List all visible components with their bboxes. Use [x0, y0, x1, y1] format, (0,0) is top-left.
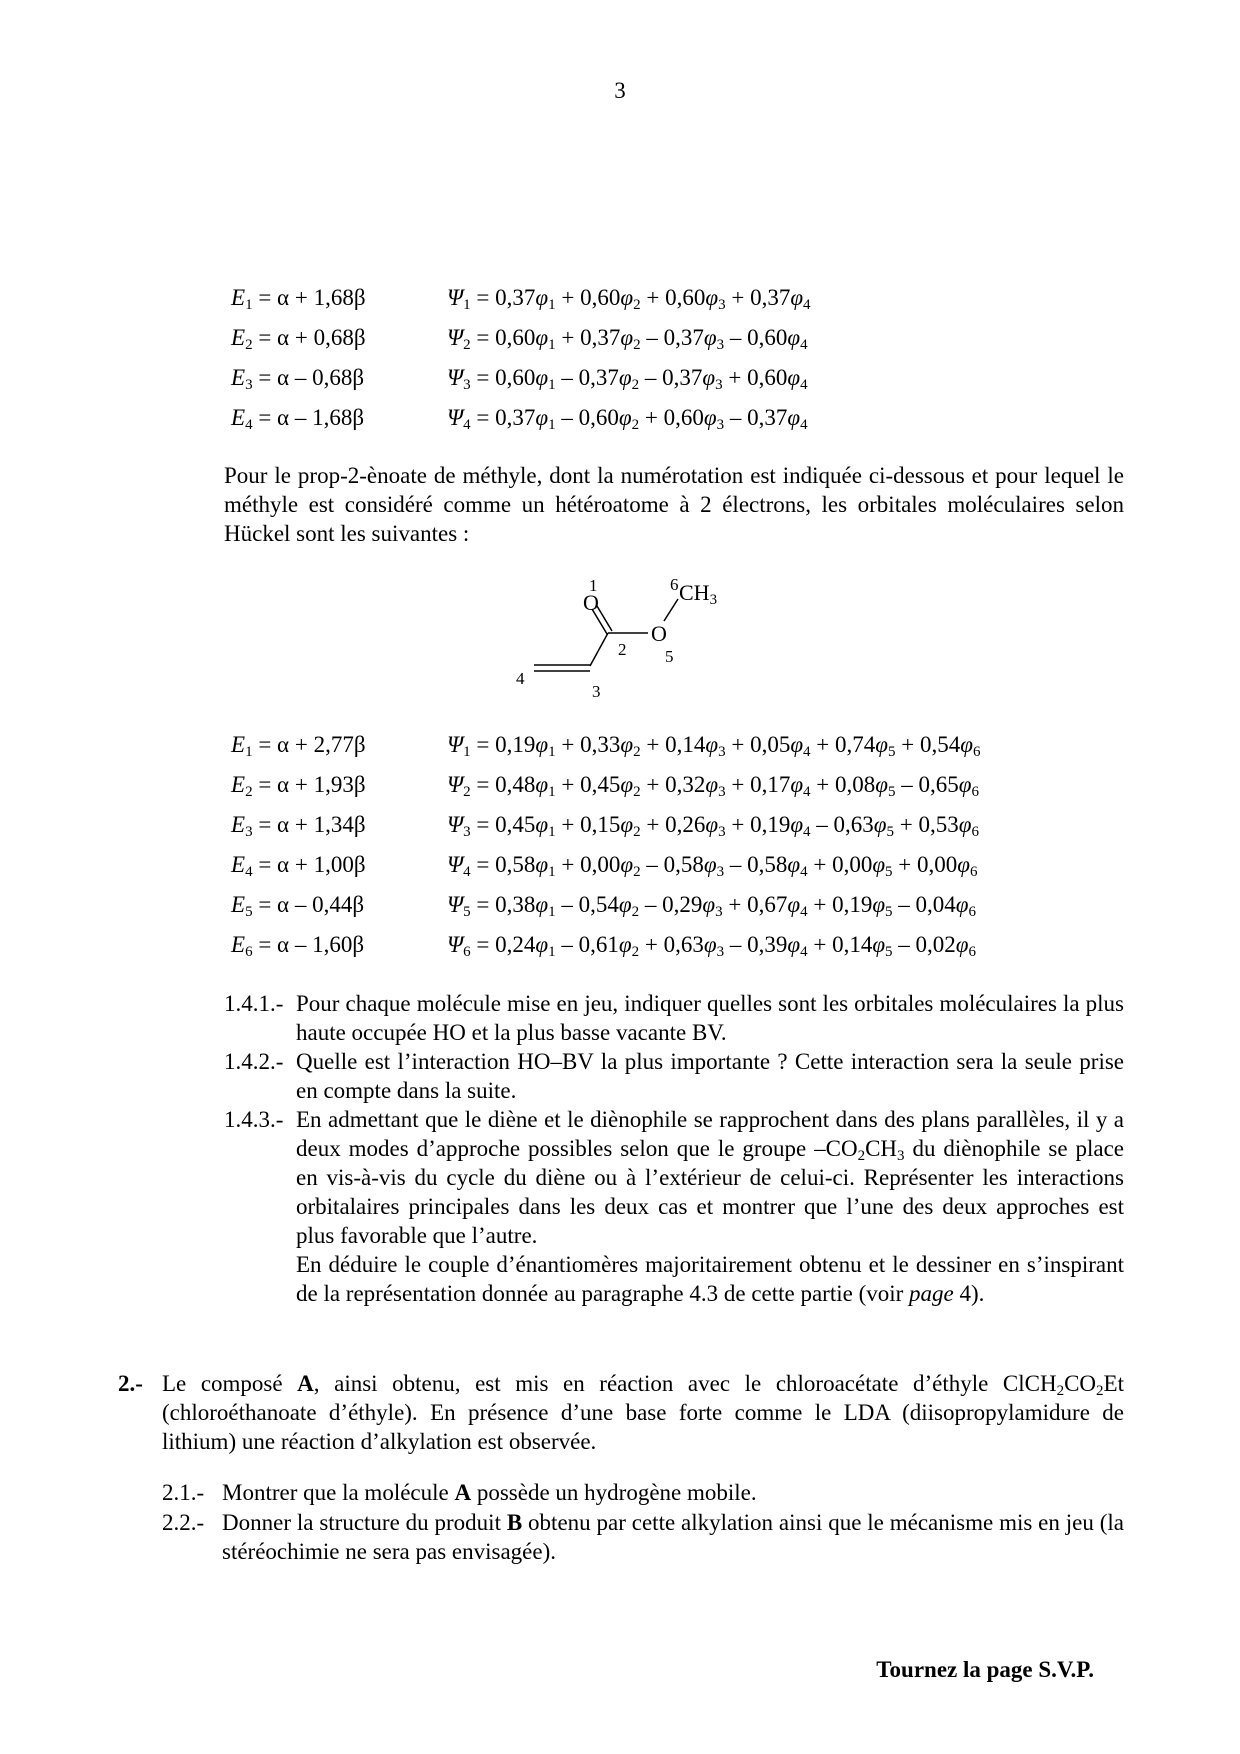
q21-compound-a: A	[454, 1480, 472, 1505]
q21-t1: Montrer que la molécule	[222, 1480, 455, 1505]
energy-expression: $E_1 = \alpha + 2,77\beta$	[231, 732, 366, 760]
question-2-number: 2.-	[118, 1371, 143, 1396]
q143-p1-b: CH	[865, 1136, 898, 1161]
atom-ch3-label: CH	[679, 580, 710, 605]
q2-sub2: 2	[1096, 1383, 1104, 1399]
bond-o1-c2-b	[597, 606, 612, 631]
question-1-4-2-number: 1.4.2.-	[224, 1049, 284, 1074]
q2-t2: , ainsi obtenu, est mis en réaction avec le chloroacétate d’éthyle ClCH	[313, 1371, 1057, 1396]
q21-t2: possède un hydrogène mobile.	[471, 1480, 757, 1505]
q143-p1-sub2: 3	[897, 1148, 905, 1164]
energy-expression: $E_4 = \alpha - 1,68\beta$	[231, 405, 365, 433]
energy-expression: $E_2 = \alpha + 1,93\beta$	[231, 772, 366, 800]
atom-number-6: 6	[670, 575, 679, 594]
question-1-4-1-number: 1.4.1.-	[224, 991, 284, 1016]
question-2-1-number: 2.1.-	[162, 1480, 205, 1505]
q143-p2-b: 4).	[953, 1281, 985, 1306]
wavefunction-expression: $\Psi_6 = 0,24\varphi_1 - 0,61\varphi_2 + 0,63\varphi_3 - 0,39\varphi_4 + 0,14\varphi_5 - 0,02\varphi_6$	[447, 932, 977, 960]
question-1-4-1-text: Pour chaque molécule mise en jeu, indiquer quelles sont les orbitales moléculaires la plus haute occupée HO et la plus basse vacante BV.	[296, 991, 1124, 1045]
bond-o5-c6	[664, 599, 678, 621]
wavefunction-expression: $\Psi_1 = 0,37\varphi_1 + 0,60\varphi_2 + 0,60\varphi_3 + 0,37\varphi_4$	[447, 285, 811, 313]
q143-p1-a: En admettant que le diène et le diènophile se rapprochent dans des plans parallèles, il y a deux modes d’approche possibles selon que le groupe –CO	[296, 1107, 1124, 1161]
wavefunction-expression: $\Psi_2 = 0,48\varphi_1 + 0,45\varphi_2 + 0,32\varphi_3 + 0,17\varphi_4 + 0,08\varphi_5 - 0,65\varphi_6$	[447, 772, 979, 800]
bond-c2-c3	[590, 633, 608, 666]
energy-expression: $E_4 = \alpha + 1,00\beta$	[231, 852, 366, 880]
wavefunction-expression: $\Psi_5 = 0,38\varphi_1 - 0,54\varphi_2 - 0,29\varphi_3 + 0,67\varphi_4 + 0,19\varphi_5 - 0,04\varphi_6$	[447, 892, 977, 920]
question-2-2-number: 2.2.-	[162, 1510, 205, 1535]
q143-p1-c: du diènophile se place en vis-à-vis du cycle du diène ou à l’extérieur de celui-ci. Représenter les interactions orbitalaires principales dans les deux cas et montrer que l’une des deux approches est plus favorable que l’autre.	[296, 1136, 1124, 1248]
energy-expression: $E_6 = \alpha - 1,60\beta$	[231, 932, 365, 960]
wavefunction-expression: $\Psi_3 = 0,45\varphi_1 + 0,15\varphi_2 + 0,26\varphi_3 + 0,19\varphi_4 - 0,63\varphi_5 + 0,53\varphi_6$	[447, 812, 979, 840]
q2-compound-a: A	[297, 1371, 314, 1396]
energy-expression: $E_2 = \alpha + 0,68\beta$	[231, 325, 366, 353]
q22-compound-b: B	[506, 1510, 523, 1535]
q2-t4: Et (chloroéthanoate d’éthyle). En présence d’une base forte comme le LDA (diisopropylamidure de lithium) une réaction d’alkylation est observée.	[162, 1371, 1124, 1454]
atom-number-5: 5	[665, 647, 674, 666]
question-1-4-3-para-2	[296, 1250, 1124, 1308]
q22-t2: obtenu par cette alkylation ainsi que le mécanisme mis en jeu (la stéréochimie ne sera pas envisagée).	[222, 1510, 1124, 1564]
wavefunction-expression: $\Psi_4 = 0,58\varphi_1 + 0,00\varphi_2 - 0,58\varphi_3 - 0,58\varphi_4 + 0,00\varphi_5 + 0,00\varphi_6$	[447, 852, 978, 880]
q2-t3: CO	[1064, 1371, 1097, 1396]
atom-o1: O	[583, 590, 599, 615]
q143-p1-sub1: 2	[857, 1148, 866, 1164]
question-2-2-text	[222, 1508, 1124, 1566]
q143-p2-a: En déduire le couple d’énantiomères majoritairement obtenu et le dessiner en s’inspirant de la représentation donnée au paragraphe 4.3 de cette partie (voir	[296, 1252, 1124, 1306]
intro-paragraph: Pour le prop-2-ènoate de méthyle, dont la numérotation est indiquée ci-dessous et pour lequel le méthyle est considéré comme un hétéroatome à 2 électrons, les orbitales moléculaires selon Hückel sont les suivantes :	[224, 463, 1124, 546]
energy-expression: $E_5 = \alpha - 0,44\beta$	[231, 892, 365, 920]
energy-expression: $E_1 = \alpha + 1,68\beta$	[231, 285, 366, 313]
atom-ch3	[679, 580, 718, 608]
wavefunction-expression: $\Psi_1 = 0,19\varphi_1 + 0,33\varphi_2 + 0,14\varphi_3 + 0,05\varphi_4 + 0,74\varphi_5 + 0,54\varphi_6$	[447, 732, 981, 760]
energy-expression: $E_3 = \alpha - 0,68\beta$	[231, 365, 365, 393]
question-1-4-3-text	[296, 1105, 1124, 1308]
atom-number-4: 4	[516, 669, 525, 688]
question-2-text	[162, 1369, 1124, 1456]
wavefunction-expression: $\Psi_2 = 0,60\varphi_1 + 0,37\varphi_2 - 0,37\varphi_3 - 0,60\varphi_4$	[447, 325, 808, 353]
question-1-4-3-para-1	[296, 1105, 1124, 1250]
atom-o5: O	[651, 621, 667, 646]
atom-ch3-sub: 3	[709, 592, 718, 608]
q143-p2-italic: page	[909, 1281, 954, 1306]
question-1-4-3-number: 1.4.3.-	[224, 1107, 284, 1132]
q22-t1: Donner la structure du produit	[222, 1510, 507, 1535]
q2-t1: Le composé	[162, 1371, 298, 1396]
page-number: 3	[614, 78, 626, 103]
energy-expression: $E_3 = \alpha + 1,34\beta$	[231, 812, 366, 840]
question-1-4-2-text: Quelle est l’interaction HO–BV la plus importante ? Cette interaction sera la seule prise en compte dans la suite.	[296, 1049, 1124, 1103]
question-2-1-text	[222, 1478, 1124, 1507]
wavefunction-expression: $\Psi_4 = 0,37\varphi_1 - 0,60\varphi_2 + 0,60\varphi_3 - 0,37\varphi_4$	[447, 405, 808, 433]
atom-number-2: 2	[618, 640, 627, 659]
footer-turn-page: Tournez la page S.V.P.	[876, 1657, 1094, 1682]
wavefunction-expression: $\Psi_3 = 0,60\varphi_1 - 0,37\varphi_2 - 0,37\varphi_3 + 0,60\varphi_4$	[447, 365, 808, 393]
atom-number-1: 1	[589, 576, 598, 595]
atom-number-3: 3	[592, 682, 601, 701]
q2-sub1: 2	[1056, 1383, 1065, 1399]
